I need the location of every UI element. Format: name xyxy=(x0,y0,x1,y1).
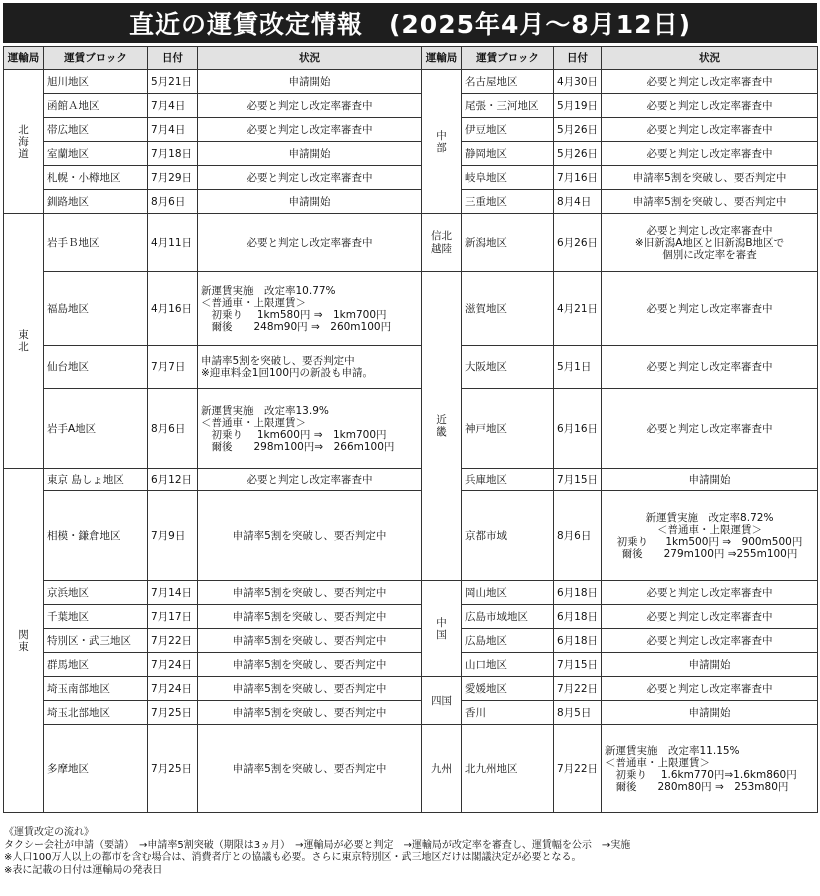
table-row xyxy=(4,118,818,142)
table-row xyxy=(4,491,818,581)
block-cell: 尾張・三河地区 xyxy=(462,94,554,118)
block-cell: 大阪地区 xyxy=(462,346,554,389)
status-cell: 申請開始 xyxy=(198,142,422,166)
date-cell: 6月18日 xyxy=(554,605,602,629)
date-cell: 7月4日 xyxy=(148,118,198,142)
status-cell: 申請開始 xyxy=(602,701,818,725)
date-cell: 4月21日 xyxy=(554,272,602,346)
status-cell: 必要と判定し改定率審査中 xyxy=(602,142,818,166)
bureau-chugoku: 中 国 xyxy=(422,581,462,677)
block-cell: 帯広地区 xyxy=(44,118,148,142)
status-cell: 申請率5割を突破し、要否判定中 xyxy=(602,166,818,190)
date-cell: 5月26日 xyxy=(554,118,602,142)
date-cell: 7月22日 xyxy=(554,677,602,701)
bureau-hokuriku: 信北 越陸 xyxy=(422,214,462,272)
block-cell: 愛媛地区 xyxy=(462,677,554,701)
date-cell: 6月16日 xyxy=(554,389,602,469)
page-title: 直近の運賃改定情報 (2025年4月〜8月12日) xyxy=(3,3,817,43)
status-cell: 必要と判定し改定率審査中 xyxy=(602,118,818,142)
date-cell: 7月16日 xyxy=(554,166,602,190)
block-cell: 北九州地区 xyxy=(462,725,554,813)
block-cell: 仙台地区 xyxy=(44,346,148,389)
block-cell: 釧路地区 xyxy=(44,190,148,214)
status-cell: 申請率5割を突破し、要否判定中 xyxy=(198,605,422,629)
block-cell: 京浜地区 xyxy=(44,581,148,605)
table-row xyxy=(4,346,818,389)
bureau-kyushu: 九州 xyxy=(422,725,462,813)
status-cell: 必要と判定し改定率審査中 xyxy=(198,166,422,190)
status-cell: 申請開始 xyxy=(198,70,422,94)
date-cell: 7月25日 xyxy=(148,701,198,725)
block-cell: 埼玉南部地区 xyxy=(44,677,148,701)
status-cell: 新運賃実施 改定率8.72% ＜普通車・上限運賃＞ 初乗り 1km500円 ⇒ 900m500円 爾後 279m100円 ⇒255m100円 xyxy=(602,491,818,581)
block-cell: 多摩地区 xyxy=(44,725,148,813)
header-row xyxy=(4,47,818,70)
status-cell: 必要と判定し改定率審査中 xyxy=(602,629,818,653)
status-cell: 必要と判定し改定率審査中 xyxy=(602,70,818,94)
bureau-chubu: 中 部 xyxy=(422,70,462,214)
date-cell: 7月22日 xyxy=(554,725,602,813)
table-row xyxy=(4,389,818,469)
bureau-shikoku: 四国 xyxy=(422,677,462,725)
table-row xyxy=(4,605,818,629)
status-cell: 必要と判定し改定率審査中 xyxy=(602,389,818,469)
block-cell: 広島地区 xyxy=(462,629,554,653)
date-cell: 8月6日 xyxy=(148,389,198,469)
header-bureau: 運輸局 xyxy=(4,47,44,70)
date-cell: 4月16日 xyxy=(148,272,198,346)
date-cell: 7月22日 xyxy=(148,629,198,653)
date-cell: 4月30日 xyxy=(554,70,602,94)
table-row xyxy=(4,94,818,118)
status-cell: 申請率5割を突破し、要否判定中 xyxy=(198,491,422,581)
date-cell: 7月24日 xyxy=(148,653,198,677)
header-date: 日付 xyxy=(148,47,198,70)
date-cell: 7月24日 xyxy=(148,677,198,701)
status-cell: 必要と判定し改定率審査中 xyxy=(602,605,818,629)
block-cell: 三重地区 xyxy=(462,190,554,214)
status-cell: 必要と判定し改定率審査中 xyxy=(198,469,422,491)
status-cell: 必要と判定し改定率審査中 xyxy=(602,677,818,701)
block-cell: 岡山地区 xyxy=(462,581,554,605)
table-row xyxy=(4,629,818,653)
block-cell: 群馬地区 xyxy=(44,653,148,677)
bureau-kanto: 関 東 xyxy=(4,469,44,813)
table-row xyxy=(4,190,818,214)
block-cell: 新潟地区 xyxy=(462,214,554,272)
bureau-kinki: 近 畿 xyxy=(422,272,462,581)
status-cell: 必要と判定し改定率審査中 xyxy=(602,581,818,605)
table-row xyxy=(4,653,818,677)
date-cell: 7月25日 xyxy=(148,725,198,813)
block-cell: 函館Ａ地区 xyxy=(44,94,148,118)
date-cell: 6月18日 xyxy=(554,581,602,605)
date-cell: 6月26日 xyxy=(554,214,602,272)
status-cell: 申請率5割を突破し、要否判定中 xyxy=(198,725,422,813)
status-cell: 新運賃実施 改定率13.9% ＜普通車・上限運賃＞ 初乗り 1km600円 ⇒ 1km700円 爾後 298m100円⇒ 266m100円 xyxy=(198,389,422,469)
block-cell: 相模・鎌倉地区 xyxy=(44,491,148,581)
table-row xyxy=(4,214,818,272)
bureau-tohoku: 東 北 xyxy=(4,214,44,469)
block-cell: 静岡地区 xyxy=(462,142,554,166)
status-cell: 申請率5割を突破し、要否判定中 xyxy=(602,190,818,214)
block-cell: 滋賀地区 xyxy=(462,272,554,346)
footer-note-date: ※表に記載の日付は運輸局の発表日 xyxy=(4,864,163,876)
status-cell: 申請開始 xyxy=(602,653,818,677)
footer-flow: タクシー会社が申請（要請） →申請率5割突破（期限は3ヵ月） →運輸局が必要と判定 →運輸局が改定率を審査し、運賃幅を公示 →実施 xyxy=(4,839,631,851)
date-cell: 7月18日 xyxy=(148,142,198,166)
block-cell: 室蘭地区 xyxy=(44,142,148,166)
date-cell: 7月15日 xyxy=(554,653,602,677)
table-row xyxy=(4,581,818,605)
bureau-hokkaido: 北 海 道 xyxy=(4,70,44,214)
status-cell: 申請率5割を突破し、要否判定中 xyxy=(198,677,422,701)
block-cell: 埼玉北部地区 xyxy=(44,701,148,725)
block-cell: 名古屋地区 xyxy=(462,70,554,94)
header-status: 状況 xyxy=(602,47,818,70)
date-cell: 7月15日 xyxy=(554,469,602,491)
status-cell: 必要と判定し改定率審査中 xyxy=(198,214,422,272)
date-cell: 7月4日 xyxy=(148,94,198,118)
table-row xyxy=(4,677,818,701)
block-cell: 京都市域 xyxy=(462,491,554,581)
status-cell: 新運賃実施 改定率10.77% ＜普通車・上限運賃＞ 初乗り 1km580円 ⇒ 1km700円 爾後 248m90円 ⇒ 260m100円 xyxy=(198,272,422,346)
table-row xyxy=(4,142,818,166)
block-cell: 山口地区 xyxy=(462,653,554,677)
block-cell: 東京 島しょ地区 xyxy=(44,469,148,491)
block-cell: 岩手Ｂ地区 xyxy=(44,214,148,272)
date-cell: 8月4日 xyxy=(554,190,602,214)
date-cell: 7月14日 xyxy=(148,581,198,605)
table-row xyxy=(4,70,818,94)
date-cell: 5月19日 xyxy=(554,94,602,118)
block-cell: 広島市域地区 xyxy=(462,605,554,629)
table-row xyxy=(4,701,818,725)
status-cell: 必要と判定し改定率審査中 xyxy=(602,272,818,346)
status-cell: 申請率5割を突破し、要否判定中 xyxy=(198,701,422,725)
header-bureau: 運輸局 xyxy=(422,47,462,70)
status-cell: 必要と判定し改定率審査中 xyxy=(198,118,422,142)
date-cell: 6月12日 xyxy=(148,469,198,491)
status-cell: 必要と判定し改定率審査中 xyxy=(602,346,818,389)
block-cell: 特別区・武三地区 xyxy=(44,629,148,653)
status-cell: 必要と判定し改定率審査中 xyxy=(198,94,422,118)
table-row xyxy=(4,272,818,346)
date-cell: 5月1日 xyxy=(554,346,602,389)
header-status: 状況 xyxy=(198,47,422,70)
table-row xyxy=(4,166,818,190)
date-cell: 5月21日 xyxy=(148,70,198,94)
status-cell: 必要と判定し改定率審査中 ※旧新潟A地区と旧新潟B地区で 個別に改定率を審査 xyxy=(602,214,818,272)
footer-note-population: ※人口100万人以上の都市を含む場合は、消費者庁との協議も必要。さらに東京特別区・武三地区だけは閣議決定が必要となる。 xyxy=(4,852,582,863)
header-block: 運賃ブロック xyxy=(462,47,554,70)
date-cell: 4月11日 xyxy=(148,214,198,272)
block-cell: 福島地区 xyxy=(44,272,148,346)
status-cell: 申請開始 xyxy=(602,469,818,491)
rate-revision-table xyxy=(3,46,818,813)
header-date: 日付 xyxy=(554,47,602,70)
footer-heading: 《運賃改定の流れ》 xyxy=(4,827,94,838)
block-cell: 岩手A地区 xyxy=(44,389,148,469)
date-cell: 7月7日 xyxy=(148,346,198,389)
block-cell: 岐阜地区 xyxy=(462,166,554,190)
block-cell: 神戸地区 xyxy=(462,389,554,469)
date-cell: 8月6日 xyxy=(148,190,198,214)
status-cell: 申請率5割を突破し、要否判定中 xyxy=(198,581,422,605)
table-row xyxy=(4,725,818,813)
header-block: 運賃ブロック xyxy=(44,47,148,70)
status-cell: 申請率5割を突破し、要否判定中 xyxy=(198,629,422,653)
status-cell: 申請率5割を突破し、要否判定中 xyxy=(198,653,422,677)
block-cell: 旭川地区 xyxy=(44,70,148,94)
status-cell: 新運賃実施 改定率11.15% ＜普通車・上限運賃＞ 初乗り 1.6km770円⇒1.6km860円 爾後 280m80円 ⇒ 253m80円 xyxy=(602,725,818,813)
status-cell: 申請開始 xyxy=(198,190,422,214)
date-cell: 7月29日 xyxy=(148,166,198,190)
block-cell: 兵庫地区 xyxy=(462,469,554,491)
footer-notes xyxy=(4,827,816,877)
status-cell: 必要と判定し改定率審査中 xyxy=(602,94,818,118)
date-cell: 6月18日 xyxy=(554,629,602,653)
date-cell: 5月26日 xyxy=(554,142,602,166)
block-cell: 香川 xyxy=(462,701,554,725)
date-cell: 8月6日 xyxy=(554,491,602,581)
date-cell: 8月5日 xyxy=(554,701,602,725)
table-row xyxy=(4,469,818,491)
block-cell: 伊豆地区 xyxy=(462,118,554,142)
date-cell: 7月17日 xyxy=(148,605,198,629)
date-cell: 7月9日 xyxy=(148,491,198,581)
block-cell: 千葉地区 xyxy=(44,605,148,629)
block-cell: 札幌・小樽地区 xyxy=(44,166,148,190)
status-cell: 申請率5割を突破し、要否判定中 ※迎車料金1回100円の新設も申請。 xyxy=(198,346,422,389)
